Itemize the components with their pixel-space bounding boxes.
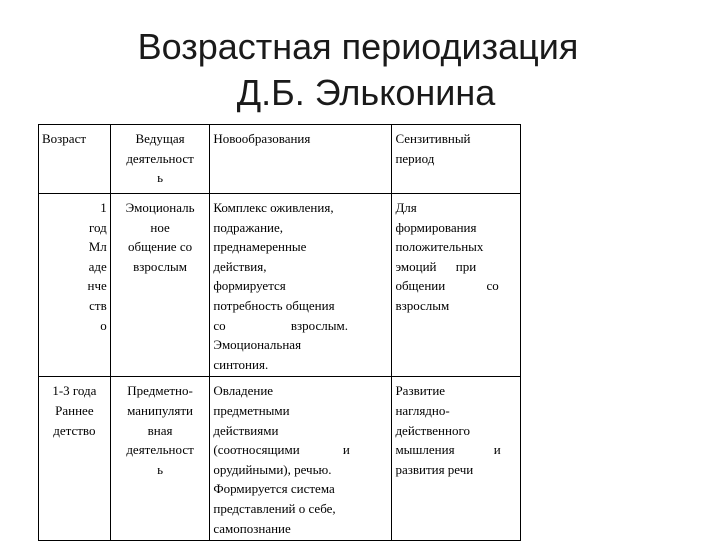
cell-sensitive-period: Развитие наглядно- действенного мышления и развития речи — [392, 377, 521, 541]
cell-neoformations: Комплекс оживления, подражание, преднамеренные действия, формируется потребность общения со взрослым. Эмоциональная синтония. — [210, 194, 392, 377]
page-title-line-1: Возрастная периодизация — [137, 26, 579, 67]
cell-activity: Предметно- манипуляти вная деятельност ь — [110, 377, 210, 541]
table-row — [39, 377, 521, 541]
page-title-line-2: Д.Б. Эльконина — [236, 72, 496, 113]
cell-neoformations: Овладение предметными действиями (соотносящими и орудийными), речью. Формируется система представлений о себе, самопознание — [210, 377, 392, 541]
header-activity: Ведущая деятельност ь — [110, 125, 210, 194]
cell-activity: Эмоциональ ное общение со взрослым — [110, 194, 210, 377]
cell-sensitive-period: Для формирования положительных эмоций при общении со взрослым — [392, 194, 521, 377]
cell-age: 1 год Мл аде нче ств о — [39, 194, 111, 377]
periodization-table — [38, 124, 521, 541]
table-header-row — [39, 125, 521, 194]
header-age: Возраст — [39, 125, 111, 194]
cell-age: 1-3 года Раннее детство — [39, 377, 111, 541]
header-sensitive-period: Сензитивный период — [392, 125, 521, 194]
table-row — [39, 194, 521, 377]
header-neoformations: Новообразования — [210, 125, 392, 194]
